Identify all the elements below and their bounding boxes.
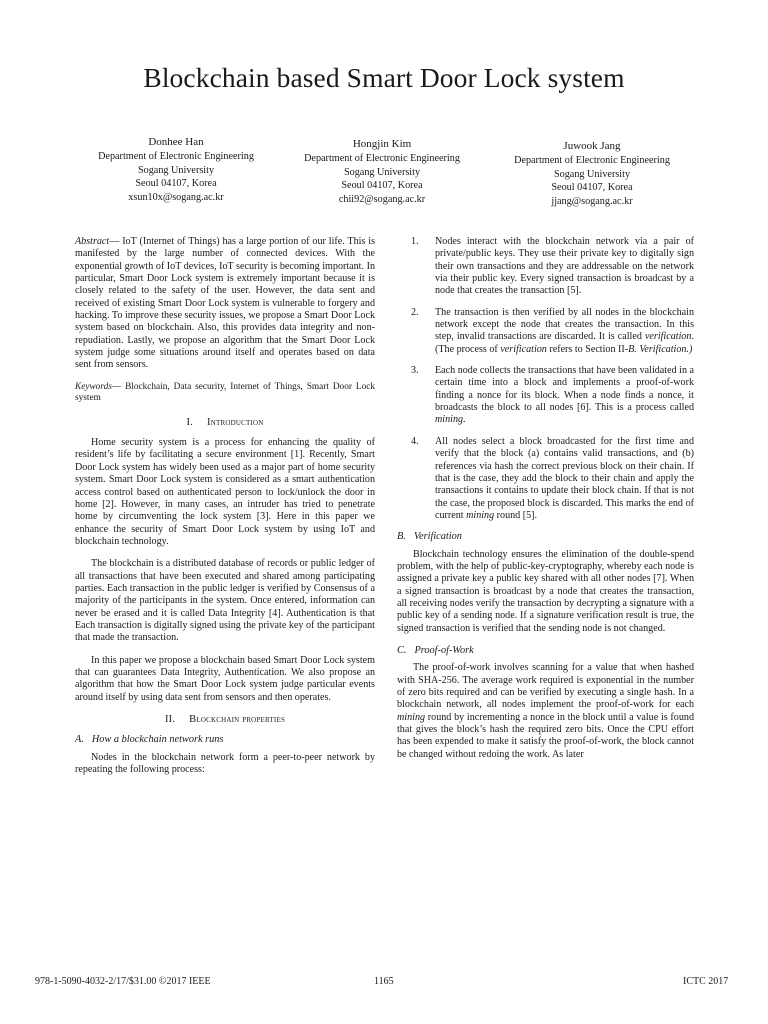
pow-text: round by incrementing a nonce in the block until a value is found that gives the block’s hash the required zero bits. Once the CPU effort has been expended to make it satisfy the proof-of-work, the block cannot be changed without redoing the work. As later — [397, 711, 694, 760]
process-step — [397, 365, 694, 427]
author-email: xsun10x@sogang.ac.kr — [128, 191, 224, 203]
process-step — [397, 436, 694, 522]
section-heading-introduction — [75, 417, 375, 429]
author-dept: Department of Electronic Engineering — [98, 151, 254, 162]
process-step — [397, 236, 694, 298]
subsection-heading-b — [397, 531, 694, 543]
step-text-em: verification — [644, 331, 692, 343]
intro-paragraph: The blockchain is a distributed database of records or public ledger of all transactions that have been executed and shared among participating parties. Each transaction in the public ledger is verified by Consensus of a majority of the participants in the system. Once entered, information can never be erased and it is called Data Integrity [4]. Authentication is that Each transaction is digitally signed using the private key of the participant that made the transaction. — [75, 558, 375, 644]
subsection-title: Verification — [413, 531, 462, 543]
keywords-text: — Blockchain, Data security, Internet of Things, Smart Door Lock system — [75, 381, 375, 404]
pow-text: The proof-of-work involves scanning for a value that when hashed with SHA-256. The average work required is exponential in the number of zero bits required and can be verified by executing a single hash. In a blockchain network, all nodes implement the proof-of-work for each — [397, 662, 694, 711]
step-text: Nodes interact with the blockchain network via a pair of private/public keys. They use their private key to digitally sign their own transactions and they are addressable on the network via their public key. Every signed transaction is broadcast by a node that creates the transaction [5]. — [435, 236, 694, 297]
section-number: II. — [164, 714, 176, 725]
author-univ: Sogang University — [343, 166, 421, 178]
abstract-label: Abstract — [75, 236, 110, 247]
subsection-heading-c — [397, 645, 694, 657]
author-city: Seoul 04107, Korea — [341, 180, 423, 191]
intro-paragraph: Home security system is a process for enhancing the quality of resident’s life by facilitating a secure environment [1]. Recently, Smart Door Lock system has widely been used as a major part of home security system. Smart Door Lock system is considered as a smart authentication access control based on authenticated person to lock/unlock the door in home [2]. However, in many cases, an intruder has tried to penetrate home by circumventing the lock system [3]. Here in this paper we enhance the security of Smart Door Lock system by using IoT and blockchain technology. — [75, 437, 375, 547]
author-name: Juwook Jang — [563, 140, 621, 152]
step-text: refers to Section II- — [546, 343, 629, 355]
step-text-em: mining — [435, 414, 464, 426]
step-text: . — [463, 414, 466, 426]
paper-title: Blockchain based Smart Door Lock system — [143, 62, 625, 93]
footer-conference: ICTC 2017 — [683, 976, 729, 987]
author-name: Donhee Han — [148, 136, 204, 148]
section-title: Blockchain properties — [189, 714, 286, 725]
keywords-label: Keywords — [75, 381, 112, 392]
author-block-2 — [277, 136, 487, 206]
subsection-number: C. — [397, 644, 407, 656]
verification-paragraph: Blockchain technology ensures the elimination of the double-spend problem, with the help of public-key-cryptography, whereby each node is assigned a private key a public key shared with all other nodes [7]. When a signed transaction is broadcast by a node that creates the transaction, all receiving nodes verify the transaction by decrypting a signature with a public key of a sending node. If a signature verification result is true, the signed transaction is verified that the sending node is not changed. — [397, 548, 694, 634]
section-title: Introduction — [207, 416, 264, 428]
step-text: The transaction is then verified by all nodes in the blockchain network except the node that creates the transaction. In this step, invalid transactions are discarded. It is called — [435, 306, 694, 343]
author-dept: Department of Electronic Engineering — [514, 155, 670, 166]
step-text: Each node collects the transactions that have been validated in a certain time into a block and implements a proof-of-work finding a nonce for its block. When a node finds a nonce, it broadcasts the block to all nodes [6]. This is a process called — [435, 365, 694, 414]
footer-page-number: 1165 — [374, 976, 394, 987]
author-email: chii92@sogang.ac.kr — [338, 193, 426, 205]
proof-of-work-paragraph — [397, 662, 694, 761]
step-text: round [5]. — [494, 509, 538, 521]
right-column — [397, 236, 694, 771]
author-city: Seoul 04107, Korea — [551, 182, 633, 193]
subsection-number: B. — [397, 531, 406, 543]
subsection-title: How a blockchain network runs — [91, 734, 224, 746]
footer-copyright: 978-1-5090-4032-2/17/$31.00 ©2017 IEEE — [35, 976, 211, 987]
subsection-heading-a — [75, 734, 375, 746]
author-email: jjang@sogang.ac.kr — [551, 195, 633, 207]
step-number: 1. — [411, 236, 419, 247]
author-block-1 — [71, 134, 281, 204]
subsection-title: Proof-of-Work — [414, 644, 474, 656]
left-column — [75, 236, 375, 786]
step-number: 2. — [411, 306, 419, 318]
author-dept: Department of Electronic Engineering — [304, 153, 460, 164]
section-heading-blockchain-properties — [75, 714, 375, 726]
intro-paragraph: In this paper we propose a blockchain based Smart Door Lock system that can guarantees Data Integrity, Authentication. We also propose an algorithm that how the Smart Door Lock system judge particular events around itself by using data sent from sensors and then operates. — [75, 654, 375, 703]
subsection-number: A. — [75, 734, 84, 746]
section-number: I. — [186, 416, 194, 428]
author-name: Hongjin Kim — [352, 138, 412, 150]
step-text: All nodes select a block broadcasted for the first time and verify that the block (a) contains valid transactions, and (b) references via hash the correct previous block on their chain. If that is the case, they add the block to their chain and apply the transactions it contains to update their block chain. If that is not the case, the proposed block is discarded. This marks the end of current — [435, 435, 694, 521]
process-steps-list — [397, 236, 694, 522]
step-text-em: mining — [466, 509, 495, 521]
abstract-text: — IoT (Internet of Things) has a large portion of our life. This is manifested by the large number of connected devices. With the exponential growth of IoT devices, IoT security is becoming important. In particular, Smart Door Lock system is extremely important because it is closely related to the safety of the user. However, the data sent and received of existing Smart Door Lock system is vulnerable to forgery and hacking. To improve these security issues, we propose a Smart Door Lock system based on blockchain. Also, this provides data integrity and non-repudiation. Lastly, we propose an algorithm that the Smart Door Lock system judge some situations around itself and operates based on data sent from sensors. — [75, 236, 375, 371]
author-univ: Sogang University — [553, 168, 631, 180]
step-text-em: B. Verification.) — [628, 343, 693, 355]
author-block-3 — [487, 138, 697, 208]
author-univ: Sogang University — [137, 164, 215, 176]
subsection-a-intro: Nodes in the blockchain network form a peer-to-peer network by repeating the following process: — [75, 751, 375, 776]
step-text: . (The process of — [435, 331, 694, 355]
step-number: 3. — [411, 365, 419, 377]
author-city: Seoul 04107, Korea — [135, 178, 217, 189]
keywords — [75, 382, 375, 405]
abstract — [75, 236, 375, 372]
step-number: 4. — [411, 435, 419, 447]
pow-text-em: mining — [397, 711, 426, 723]
process-step — [397, 307, 694, 356]
step-text-em: verification — [500, 343, 547, 355]
